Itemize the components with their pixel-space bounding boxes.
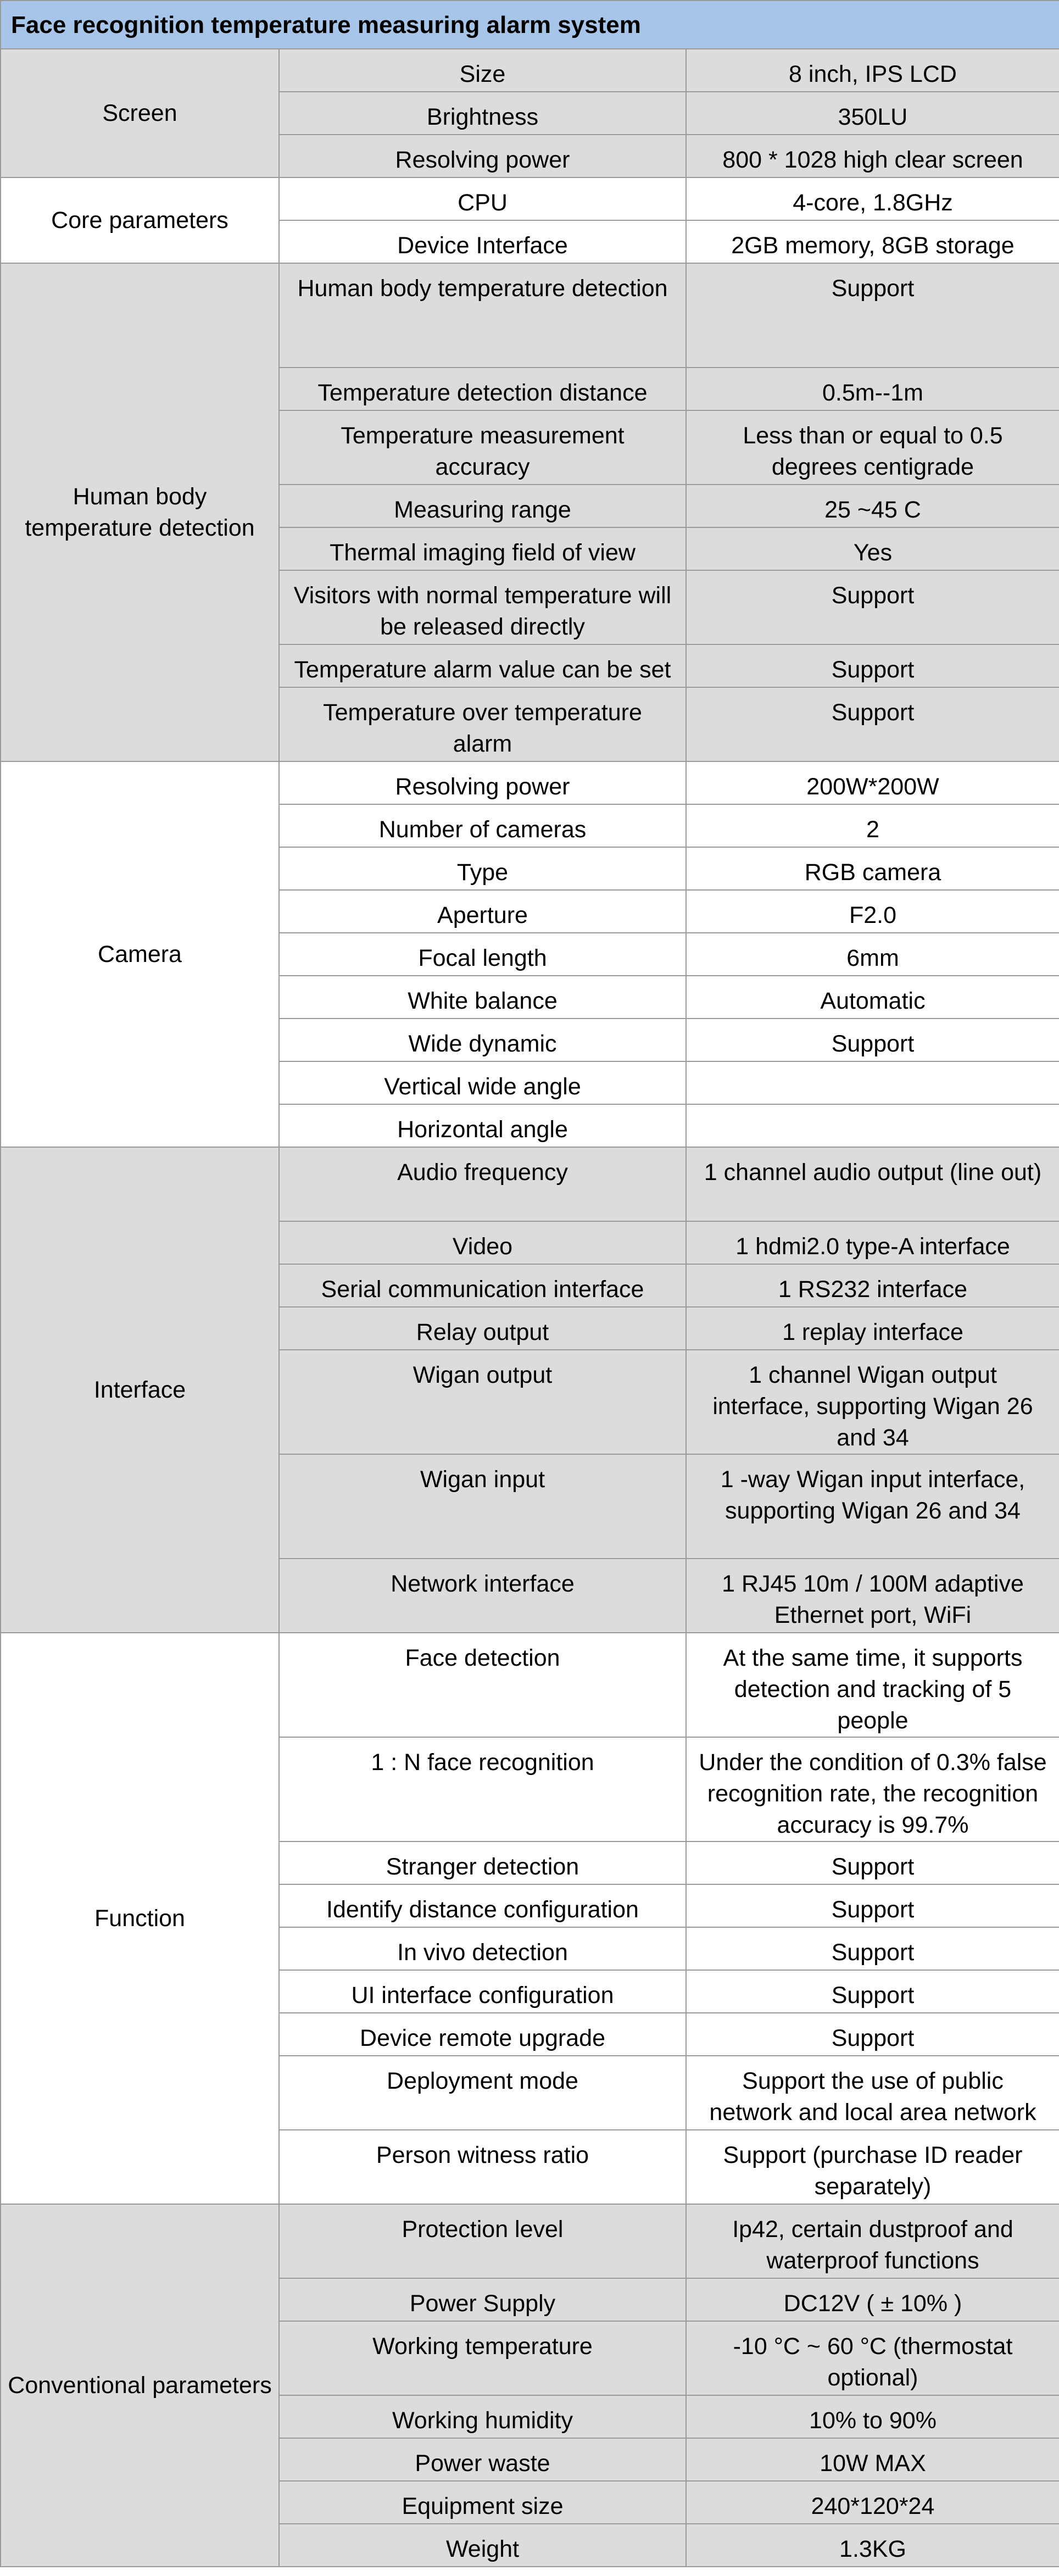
param-name: Focal length	[279, 933, 686, 976]
param-value: Support	[686, 1970, 1059, 2013]
section-label-camera: Camera	[1, 761, 279, 1147]
param-value: 25 ~45 C	[686, 485, 1059, 527]
param-name: Video	[279, 1221, 686, 1264]
param-name: Human body temperature detection	[279, 263, 686, 368]
param-value	[686, 1104, 1059, 1147]
param-name: Wigan input	[279, 1454, 686, 1559]
param-name: CPU	[279, 177, 686, 220]
section-label-screen: Screen	[1, 49, 279, 177]
param-value: Less than or equal to 0.5 degrees centigrade	[686, 410, 1059, 485]
param-name: Wide dynamic	[279, 1019, 686, 1061]
param-name: White balance	[279, 976, 686, 1019]
param-value: Support	[686, 570, 1059, 644]
param-name: Device Interface	[279, 220, 686, 263]
section-label-core-parameters: Core parameters	[1, 177, 279, 263]
param-value: 1.3KG	[686, 2524, 1059, 2567]
param-name: Temperature alarm value can be set	[279, 644, 686, 687]
param-value: 8 inch, IPS LCD	[686, 49, 1059, 92]
param-value: Ip42, certain dustproof and waterproof functions	[686, 2204, 1059, 2278]
table-row	[1, 2204, 1059, 2278]
param-value: RGB camera	[686, 847, 1059, 890]
param-value: Support the use of public network and local area network	[686, 2056, 1059, 2130]
param-name: Wigan output	[279, 1350, 686, 1454]
param-name: Stranger detection	[279, 1841, 686, 1884]
param-name: UI interface configuration	[279, 1970, 686, 2013]
param-value: Support	[686, 644, 1059, 687]
table-title: Face recognition temperature measuring alarm system	[1, 1, 1059, 49]
param-name: Network interface	[279, 1559, 686, 1633]
param-value: 2GB memory, 8GB storage	[686, 220, 1059, 263]
param-value: 1 RS232 interface	[686, 1264, 1059, 1307]
param-name: Number of cameras	[279, 804, 686, 847]
param-name: Measuring range	[279, 485, 686, 527]
section-label-interface: Interface	[1, 1147, 279, 1633]
param-value	[686, 1061, 1059, 1104]
param-value: Automatic	[686, 976, 1059, 1019]
section-label-conventional-parameters: Conventional parameters	[1, 2204, 279, 2567]
param-name: Relay output	[279, 1307, 686, 1350]
param-value: Support	[686, 687, 1059, 761]
param-value: 2	[686, 804, 1059, 847]
param-name: 1 : N face recognition	[279, 1737, 686, 1841]
param-name: In vivo detection	[279, 1927, 686, 1970]
param-name: Brightness	[279, 92, 686, 135]
param-value: -10 °C ~ 60 °C (thermostat optional)	[686, 2321, 1059, 2395]
param-name: Equipment size	[279, 2481, 686, 2524]
table-row	[1, 177, 1059, 220]
param-value: 240*120*24	[686, 2481, 1059, 2524]
param-name: Working temperature	[279, 2321, 686, 2395]
param-value: 350LU	[686, 92, 1059, 135]
param-name: Power waste	[279, 2438, 686, 2481]
section-label-human-body-temperature-detection: Human body temperature detection	[1, 263, 279, 761]
param-value: Support	[686, 1927, 1059, 1970]
section-label-function: Function	[1, 1633, 279, 2204]
param-name: Resolving power	[279, 761, 686, 804]
param-name: Device remote upgrade	[279, 2013, 686, 2056]
param-name: Type	[279, 847, 686, 890]
param-name: Visitors with normal temperature will be released directly	[279, 570, 686, 644]
param-value: 200W*200W	[686, 761, 1059, 804]
param-value: At the same time, it supports detection and tracking of 5 people	[686, 1633, 1059, 1737]
param-name: Horizontal angle	[279, 1104, 686, 1147]
param-name: Vertical wide angle	[279, 1061, 686, 1104]
param-value: 1 hdmi2.0 type-A interface	[686, 1221, 1059, 1264]
table-row	[1, 263, 1059, 368]
param-name: Person witness ratio	[279, 2130, 686, 2204]
table-row	[1, 1147, 1059, 1221]
param-value: Support	[686, 1884, 1059, 1927]
param-value: 4-core, 1.8GHz	[686, 177, 1059, 220]
param-value: Yes	[686, 527, 1059, 570]
param-name: Temperature measurement accuracy	[279, 410, 686, 485]
param-value: Under the condition of 0.3% false recognition rate, the recognition accuracy is 99.7%	[686, 1737, 1059, 1841]
param-name: Weight	[279, 2524, 686, 2567]
param-name: Size	[279, 49, 686, 92]
param-value: Support	[686, 1841, 1059, 1884]
param-value: F2.0	[686, 890, 1059, 933]
param-value: 1 replay interface	[686, 1307, 1059, 1350]
param-value: 6mm	[686, 933, 1059, 976]
param-value: 1 channel audio output (line out)	[686, 1147, 1059, 1221]
param-value: 1 -way Wigan input interface, supporting Wigan 26 and 34	[686, 1454, 1059, 1559]
param-value: 800 * 1028 high clear screen	[686, 135, 1059, 177]
param-name: Face detection	[279, 1633, 686, 1737]
param-value: 10W MAX	[686, 2438, 1059, 2481]
param-name: Aperture	[279, 890, 686, 933]
param-name: Temperature detection distance	[279, 368, 686, 410]
param-value: Support	[686, 1019, 1059, 1061]
param-value: Support (purchase ID reader separately)	[686, 2130, 1059, 2204]
param-value: Support	[686, 2013, 1059, 2056]
table-row	[1, 1633, 1059, 1737]
param-value: 10% to 90%	[686, 2395, 1059, 2438]
param-value: 0.5m--1m	[686, 368, 1059, 410]
param-name: Working humidity	[279, 2395, 686, 2438]
param-value: 1 RJ45 10m / 100M adaptive Ethernet port, WiFi	[686, 1559, 1059, 1633]
param-name: Thermal imaging field of view	[279, 527, 686, 570]
table-row	[1, 49, 1059, 92]
param-name: Temperature over temperature alarm	[279, 687, 686, 761]
param-name: Protection level	[279, 2204, 686, 2278]
param-name: Serial communication interface	[279, 1264, 686, 1307]
param-value: Support	[686, 263, 1059, 368]
table-row	[1, 761, 1059, 804]
param-value: 1 channel Wigan output interface, supporting Wigan 26 and 34	[686, 1350, 1059, 1454]
param-name: Audio frequency	[279, 1147, 686, 1221]
param-name: Power Supply	[279, 2278, 686, 2321]
param-name: Resolving power	[279, 135, 686, 177]
param-value: DC12V ( ± 10% )	[686, 2278, 1059, 2321]
param-name: Deployment mode	[279, 2056, 686, 2130]
param-name: Identify distance configuration	[279, 1884, 686, 1927]
